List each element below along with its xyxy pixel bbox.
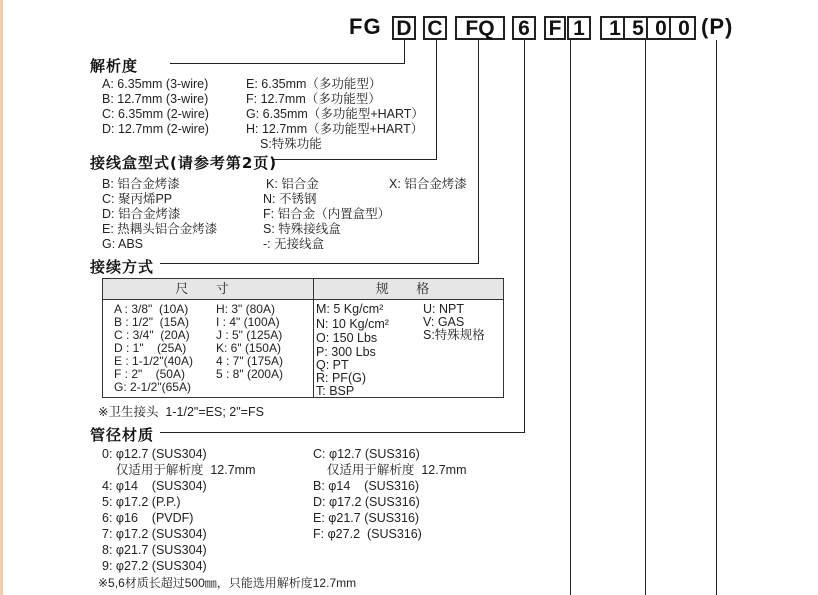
connector-line [524, 40, 525, 432]
spec-option: T: BSP [316, 384, 355, 398]
spec-option: R: PF(G) [316, 371, 366, 385]
tube-option: C: φ12.7 (SUS316) [313, 447, 420, 461]
junction-heading: 接线盒型式(请参考第2页) [90, 154, 278, 172]
size-option: E : 1-1/2"(40A) [114, 354, 193, 368]
code-1-box: 1 [567, 16, 591, 40]
size-option: K: 6" (150A) [216, 341, 281, 355]
tube-option: F: φ27.2 (SUS316) [313, 527, 422, 541]
junction-option: S: 特殊接线盒 [263, 222, 341, 236]
tube-option: D: φ17.2 (SUS316) [313, 495, 420, 509]
resolution-option: G: 6.35mm（多功能型+HART） [246, 107, 424, 121]
code-f-box: F [544, 16, 566, 40]
length-divider [646, 16, 648, 40]
size-option: F : 2" (50A) [114, 367, 185, 381]
size-option: 5 : 8" (200A) [216, 367, 283, 381]
code-connection-box: FQ [455, 16, 505, 40]
junction-option: C: 聚丙烯PP [102, 192, 173, 206]
page-edge [0, 0, 3, 595]
size-option: J : 5" (125A) [216, 328, 283, 342]
junction-option: -: 无接线盒 [263, 237, 325, 251]
connector-line [160, 263, 479, 264]
length-digit: 0 [678, 17, 690, 40]
size-option: G: 2-1/2"(65A) [114, 380, 191, 394]
code-length-box [600, 16, 696, 40]
length-digit: 5 [632, 17, 644, 40]
tube-option: 仅适用于解析度 12.7mm [102, 463, 256, 477]
size-option: A : 3/8" (10A) [114, 302, 189, 316]
resolution-heading: 解析度 [90, 57, 139, 75]
length-divider [669, 16, 671, 40]
junction-option: G: ABS [102, 237, 143, 251]
junction-option: K: 铝合金 [266, 177, 319, 191]
connector-line [436, 40, 437, 159]
spec-option: V: GAS [423, 315, 465, 329]
spec-option: P: 300 Lbs [316, 345, 376, 359]
connection-note: ※卫生接头 1-1/2"=ES; 2"=FS [98, 405, 264, 419]
tube-option: 7: φ17.2 (SUS304) [102, 527, 207, 541]
junction-option: D: 铝合金烤漆 [102, 207, 181, 221]
size-option: B : 1/2" (15A) [114, 315, 189, 329]
size-option: I : 4" (100A) [216, 315, 280, 329]
junction-option: B: 铝合金烤漆 [102, 177, 180, 191]
junction-option: N: 不锈钢 [263, 192, 317, 206]
resolution-option: E: 6.35mm（多功能型） [246, 77, 382, 91]
connection-heading: 接续方式 [90, 258, 155, 276]
length-divider [623, 16, 625, 40]
junction-option: X: 铝合金烤漆 [389, 177, 467, 191]
size-option: H: 3" (80A) [216, 302, 275, 316]
resolution-option: B: 12.7mm (3-wire) [102, 92, 209, 106]
size-option: D : 1" (25A) [114, 341, 187, 355]
size-option: C : 3/4" (20A) [114, 328, 190, 342]
code-suffix: (P) [701, 14, 734, 39]
tube-option: 8: φ21.7 (SUS304) [102, 543, 207, 557]
spec-option: U: NPT [423, 302, 464, 316]
size-header: 尺 寸 [103, 279, 313, 300]
tube-option: 6: φ16 (PVDF) [102, 511, 194, 525]
connector-line [645, 40, 646, 595]
junction-option: F: 铝合金（内置盒型） [263, 207, 391, 221]
spec-option: O: 150 Lbs [316, 331, 378, 345]
length-digit: 0 [655, 17, 667, 40]
connector-line [478, 40, 479, 263]
spec-option: S:特殊规格 [423, 328, 485, 342]
spec-option: M: 5 Kg/cm² [316, 302, 384, 316]
tube-option: E: φ21.7 (SUS316) [313, 511, 420, 525]
spec-option: N: 10 Kg/cm² [316, 317, 389, 331]
size-option: 4 : 7" (175A) [216, 354, 283, 368]
code-prefix: FG [349, 14, 382, 39]
code-resolution-box: D [392, 16, 416, 40]
junction-option: E: 热耦头铝合金烤漆 [102, 222, 218, 236]
spec-option: Q: PT [316, 358, 349, 372]
connector-line [170, 63, 405, 64]
resolution-option: H: 12.7mm（多功能型+HART） [246, 122, 424, 136]
resolution-option: F: 12.7mm（多功能型） [246, 92, 381, 106]
tube-option: 4: φ14 (SUS304) [102, 479, 207, 493]
connector-line [404, 40, 405, 63]
code-junction-box: C [423, 16, 447, 40]
tube-option: 5: φ17.2 (P.P.) [102, 495, 181, 509]
spec-header: 规 格 [314, 279, 503, 300]
connector-line [272, 159, 437, 160]
tube-option: 9: φ27.2 (SUS304) [102, 559, 207, 573]
resolution-option: D: 12.7mm (2-wire) [102, 122, 209, 136]
length-digit: 1 [609, 17, 621, 40]
connector-line [716, 40, 717, 595]
code-tube-box: 6 [512, 16, 536, 40]
tube-option: B: φ14 (SUS316) [313, 479, 420, 493]
connector-line [160, 432, 525, 433]
resolution-option: S:特殊功能 [260, 137, 322, 151]
connector-line [570, 40, 571, 595]
table-divider [313, 279, 314, 397]
tube-option: 0: φ12.7 (SUS304) [102, 447, 207, 461]
tube-heading: 管径材质 [90, 426, 155, 444]
resolution-option: C: 6.35mm (2-wire) [102, 107, 209, 121]
tube-option: 仅适用于解析度 12.7mm [313, 463, 467, 477]
tube-note: ※5,6材质长超过500㎜，只能选用解析度12.7mm [98, 576, 357, 590]
resolution-option: A: 6.35mm (3-wire) [102, 77, 209, 91]
